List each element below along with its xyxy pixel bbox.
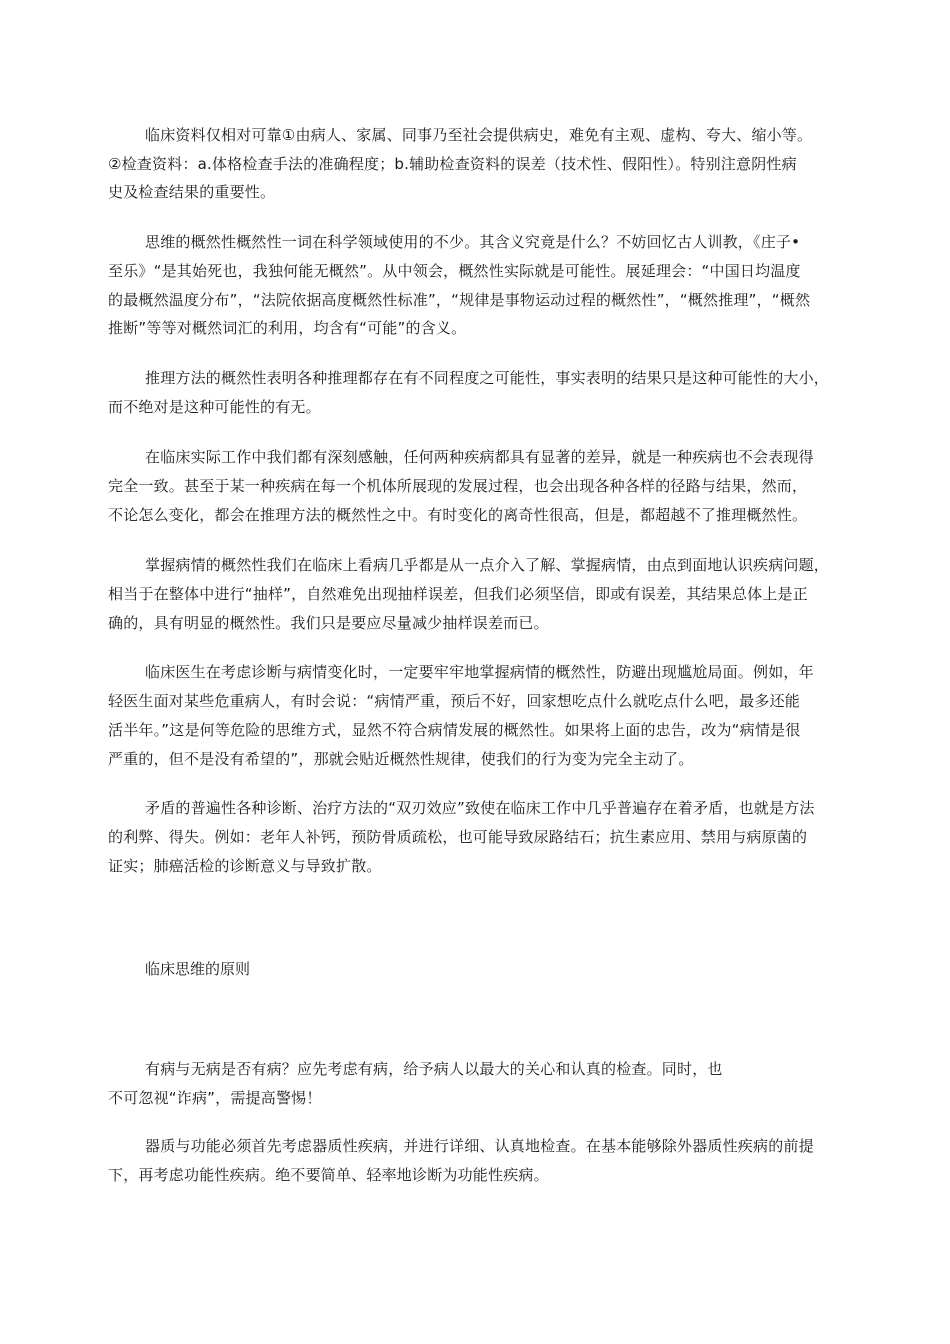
principle-1-line-1: 有病与无病是否有病？应先考虑有病，给予病人以最大的关心和认真的检查。同时，也 (145, 1060, 723, 1078)
paragraph-3-line-1: 推理方法的概然性表明各种推理都存在有不同程度之可能性，事实表明的结果只是这种可能性的大小， (145, 369, 830, 387)
paragraph-2-line-4: 推断”等等对概然词汇的利用，均含有“可能”的含义。 (108, 319, 467, 337)
paragraph-6-line-2: 轻医生面对某些危重病人，有时会说：“病情严重，预后不好，回家想吃点什么就吃点什么吧，最多还能 (108, 692, 800, 710)
paragraph-4-line-3: 不论怎么变化，都会在推理方法的概然性之中。有时变化的离奇性很高，但是，都超越不了推理概然性。 (108, 506, 808, 524)
paragraph-5-line-1: 掌握病情的概然性我们在临床上看病几乎都是从一点介入了解、掌握病情，由点到面地认识疾病问题， (145, 556, 830, 574)
principle-2-line-2: 下，再考虑功能性疾病。绝不要简单、轻率地诊断为功能性疾病。 (108, 1166, 549, 1184)
paragraph-1-line-2: ②检查资料：a.体格检查手法的准确程度；b.辅助检查资料的误差（技术性、假阳性）。特别注意阴性病 (108, 155, 797, 173)
paragraph-1-line-3: 史及检查结果的重要性。 (108, 183, 276, 201)
paragraph-6-line-3: 活半年。”这是何等危险的思维方式，显然不符合病情发展的概然性。如果将上面的忠告，改为“病情是很 (108, 721, 801, 739)
principle-2-line-1: 器质与功能必须首先考虑器质性疾病，并进行详细、认真地检查。在基本能够除外器质性疾病的前提 (145, 1137, 814, 1155)
paragraph-2-line-3: 的最概然温度分布”，“法院依据高度概然性标准”，“规律是事物运动过程的概然性”，“概然推理”，“概然 (108, 291, 811, 309)
paragraph-1-line-1: 临床资料仅相对可靠①由病人、家属、同事乃至社会提供病史，难免有主观、虚构、夸大、缩小等。 (145, 126, 813, 144)
paragraph-5-line-3: 确的，具有明显的概然性。我们只是要应尽量减少抽样误差而已。 (108, 614, 549, 632)
principle-1-line-2: 不可忽视“诈病”，需提高警惕！ (108, 1089, 322, 1107)
paragraph-2-line-1: 思维的概然性概然性一词在科学领域使用的不少。其含义究竟是什么？不妨回忆古人训教，《庄子• (145, 233, 801, 251)
paragraph-7-line-2: 的利弊、得失。例如：老年人补钙，预防骨质疏松，也可能导致尿路结石；抗生素应用、禁用与病原菌的 (108, 828, 808, 846)
paragraph-3-line-2: 而不绝对是这种可能性的有无。 (108, 398, 321, 416)
paragraph-4-line-2: 完全一致。甚至于某一种疾病在每一个机体所展现的发展过程，也会出现各种各样的径路与结果，然而， (108, 477, 808, 495)
paragraph-4-line-1: 在临床实际工作中我们都有深刻感触，任何两种疾病都具有显著的差异，就是一种疾病也不会表现得 (145, 448, 814, 466)
paragraph-7-line-1: 矛盾的普遍性各种诊断、治疗方法的“双刃效应”致使在临床工作中几乎普遍存在着矛盾，也就是方法 (145, 799, 815, 817)
paragraph-2-line-2: 至乐》“是其始死也，我独何能无概然”。从中领会，概然性实际就是可能性。展延理会：“中国日均温度 (108, 262, 801, 280)
paragraph-7-line-3: 证实；肺癌活检的诊断意义与导致扩散。 (108, 857, 382, 875)
paragraph-6-line-1: 临床医生在考虑诊断与病情变化时，一定要牢牢地掌握病情的概然性，防避出现尴尬局面。例如，年 (145, 663, 814, 681)
paragraph-6-line-4: 严重的，但不是没有希望的”，那就会贴近概然性规律，使我们的行为变为完全主动了。 (108, 750, 694, 768)
section-heading: 临床思维的原则 (145, 960, 251, 978)
paragraph-5-line-2: 相当于在整体中进行“抽样”，自然难免出现抽样误差，但我们必须坚信，即或有误差，其结果总体上是正 (108, 585, 808, 603)
